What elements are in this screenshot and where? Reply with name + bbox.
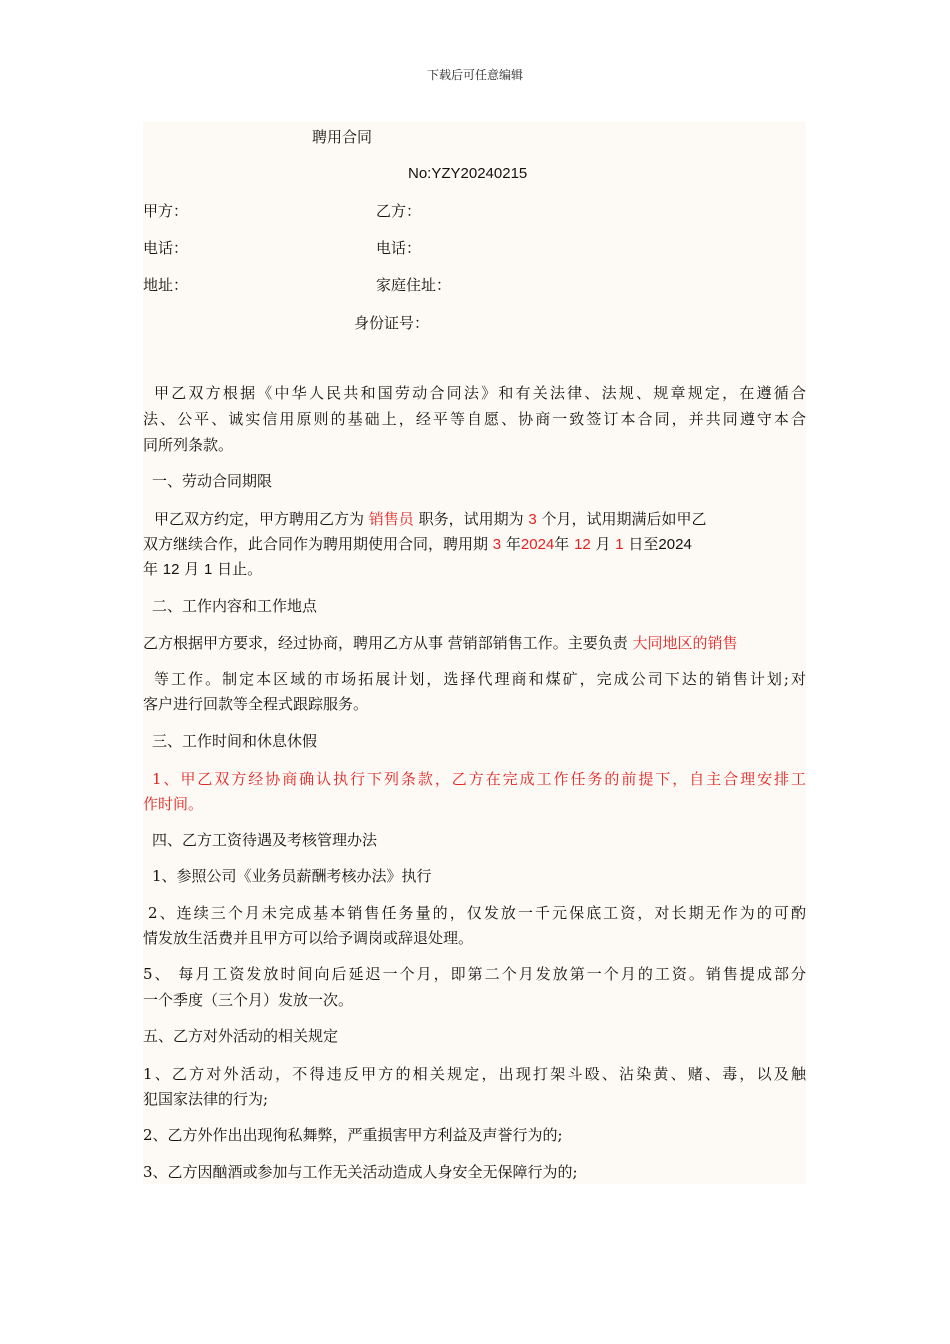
start-day-value: 1 [615, 536, 624, 553]
section-5-heading: 五、乙方对外活动的相关规定 [143, 1027, 339, 1045]
section-3-heading: 三、工作时间和休息休假 [152, 732, 318, 750]
intro-line-2: 法、公平、诚实信用原则的基础上，经平等自愿、协商一致签订本合同，并共同遵守本合 [143, 410, 806, 428]
party-a-address: 地址： [143, 276, 189, 294]
party-a-label: 甲方： [143, 202, 189, 220]
contract-number: No:YZY20240215 [408, 165, 528, 182]
section-1-heading: 一、劳动合同期限 [152, 472, 273, 490]
section-4-item-2-line-1: 2、连续三个月未完成基本销售任务量的，仅发放一千元保底工资，对长期无作为的可酌 [148, 904, 806, 922]
position-value: 销售员 [368, 510, 414, 528]
section-2-line-1: 乙方根据甲方要求，经过协商，聘用乙方从事 营销部销售工作。主要负责 大同地区的销售 [143, 634, 738, 652]
intro-line-1: 甲乙双方根据《中华人民共和国劳动合同法》和有关法律、法规、规章规定，在遵循合 [154, 384, 806, 402]
section-5-item-3: 3、乙方因酗酒或参加与工作无关活动造成人身安全无保障行为的; [143, 1163, 578, 1181]
contract-title: 聘用合同 [312, 128, 373, 146]
party-b-label: 乙方： [376, 202, 422, 220]
section-4-item-1: 1、参照公司《业务员薪酬考核办法》执行 [152, 867, 432, 885]
section-1-line-1: 甲乙双方约定，甲方聘用乙方为 销售员 职务，试用期为 3 个月，试用期满后如甲乙 [154, 510, 707, 528]
sales-area-value: 大同地区的销售 [632, 634, 738, 652]
section-4-heading: 四、乙方工资待遇及考核管理办法 [152, 831, 378, 849]
intro-line-3: 同所列条款。 [143, 436, 234, 454]
section-1-line-2: 双方继续合作，此合同作为聘用期使用合同，聘用期 3 年2024年 12 月 1 日至2024 [143, 535, 692, 553]
start-month-value: 12 [574, 536, 591, 553]
section-3-line-1: 1、甲乙双方经协商确认执行下列条款，乙方在完成工作任务的前提下，自主合理安排工 [152, 770, 806, 788]
section-5-item-1-line-2: 犯国家法律的行为; [143, 1090, 269, 1108]
section-1-line-3: 年 12 月 1 日止。 [143, 560, 263, 578]
party-b-address: 家庭住址： [376, 276, 452, 294]
header-note: 下载后可任意编辑 [426, 68, 523, 82]
party-b-phone: 电话： [376, 239, 422, 257]
party-a-phone: 电话： [143, 239, 189, 257]
probation-value: 3 [528, 511, 537, 528]
section-2-heading: 二、工作内容和工作地点 [152, 597, 318, 615]
section-3-line-2: 作时间。 [143, 795, 204, 813]
section-5-item-2: 2、乙方外作出出现徇私舞弊，严重损害甲方利益及声誉行为的; [143, 1126, 563, 1144]
term-years-value: 3 [492, 536, 502, 553]
section-4-item-2-line-2: 情发放生活费并且甲方可以给予调岗或辞退处理。 [143, 929, 474, 947]
start-year-value: 2024 [520, 536, 555, 553]
end-year-value: 2024 [658, 536, 692, 553]
section-2-line-2: 等工作。制定本区域的市场拓展计划，选择代理商和煤矿，完成公司下达的销售计划;对 [154, 670, 806, 688]
section-5-item-1-line-1: 1、乙方对外活动，不得违反甲方的相关规定，出现打架斗殴、沾染黄、赌、毒，以及触 [143, 1065, 806, 1083]
section-4-item-5-line-2: 一个季度（三个月）发放一次。 [143, 991, 354, 1009]
end-month-value: 12 [162, 561, 180, 578]
section-2-line-3: 客户进行回款等全程式跟踪服务。 [143, 695, 369, 713]
end-day-value: 1 [204, 561, 213, 578]
party-b-id: 身份证号： [354, 314, 430, 332]
section-4-item-5-line-1: 5、 每月工资发放时间向后延迟一个月，即第二个月发放第一个月的工资。销售提成部分 [143, 965, 806, 983]
